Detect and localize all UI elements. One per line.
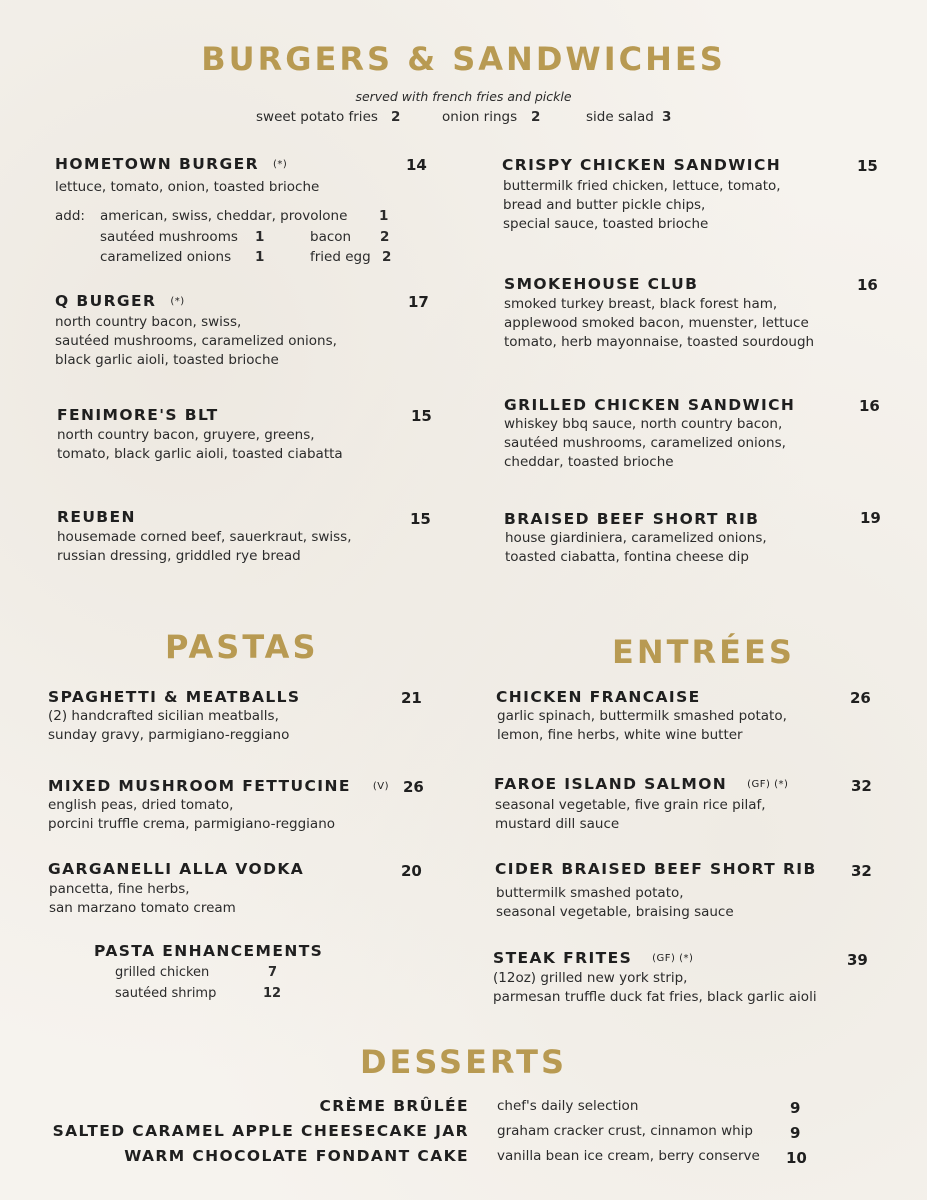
menu-item-desc: (12oz) grilled new york strip, parmesan truffle duck fat fries, black garlic aioli (493, 970, 817, 1005)
menu-item-price: 15 (411, 407, 432, 425)
menu-item-name: SPAGHETTI & MEATBALLS (48, 688, 301, 706)
addon-price: 1 (255, 229, 265, 245)
dessert-name: CRÈME BRÛLÉE (319, 1097, 469, 1115)
dessert-name: WARM CHOCOLATE FONDANT CAKE (124, 1147, 469, 1165)
side-name: sweet potato fries (256, 109, 378, 125)
menu-item-name: Q BURGER (*) (55, 292, 185, 310)
menu-item-name: FAROE ISLAND SALMON (GF) (*) (494, 775, 789, 793)
menu-item-desc: north country bacon, gruyere, greens, tomato, black garlic aioli, toasted ciabatta (57, 427, 343, 462)
menu-item-desc: pancetta, fine herbs, san marzano tomato cream (49, 881, 236, 916)
menu-item-desc: lettuce, tomato, onion, toasted brioche (55, 179, 320, 195)
diet-tag: (*) (272, 159, 288, 170)
menu-item-desc: garlic spinach, buttermilk smashed potato, lemon, fine herbs, white wine butter (497, 708, 787, 743)
menu-item-price: 16 (857, 276, 878, 294)
diet-tag: (GF) (*) (747, 779, 789, 790)
diet-tag: (V) (372, 781, 389, 792)
addon-name: bacon (310, 229, 352, 245)
menu-item-price: 39 (847, 951, 868, 969)
addons-label: add: (55, 208, 85, 224)
diet-tag: (GF) (*) (652, 953, 694, 964)
menu-item-name: SMOKEHOUSE CLUB (504, 275, 699, 293)
menu-item-name: HOMETOWN BURGER (*) (55, 155, 288, 173)
pastas-section-title: PASTAS (165, 628, 319, 666)
side-name: side salad (586, 109, 654, 125)
menu-item-name: CHICKEN FRANCAISE (496, 688, 701, 706)
menu-item-desc: housemade corned beef, sauerkraut, swiss, russian dressing, griddled rye bread (57, 529, 352, 564)
dessert-price: 9 (790, 1099, 801, 1117)
menu-item-price: 26 (403, 778, 424, 796)
dessert-price: 10 (786, 1149, 807, 1167)
menu-item-price: 20 (401, 862, 422, 880)
menu-item-name: CRISPY CHICKEN SANDWICH (502, 156, 782, 174)
menu-item-price: 14 (406, 156, 427, 174)
addon-name: caramelized onions (100, 249, 232, 265)
menu-item-name: MIXED MUSHROOM FETTUCINE (V) (48, 777, 389, 795)
dessert-desc: vanilla bean ice cream, berry conserve (497, 1148, 760, 1164)
dessert-desc: graham cracker crust, cinnamon whip (497, 1123, 753, 1139)
menu-item-name: STEAK FRITES (GF) (*) (493, 949, 694, 967)
desserts-section-title: DESSERTS (359, 1043, 567, 1081)
dessert-desc: chef's daily selection (497, 1098, 639, 1114)
addon-name: american, swiss, cheddar, provolone (100, 208, 348, 224)
menu-item-desc: buttermilk fried chicken, lettuce, tomato, bread and butter pickle chips, special sauce, toasted brioche (503, 178, 781, 232)
menu-item-name: GRILLED CHICKEN SANDWICH (504, 396, 796, 414)
dessert-price: 9 (790, 1124, 801, 1142)
enhancement-price: 12 (263, 986, 282, 1001)
entrees-section-title: ENTRÉES (612, 633, 795, 671)
menu-item-price: 32 (851, 862, 872, 880)
addon-price: 2 (382, 249, 392, 265)
addon-name: fried egg (310, 249, 371, 265)
menu-item-desc: smoked turkey breast, black forest ham, applewood smoked bacon, muenster, lettuce tomato, herb mayonnaise, toasted sourdough (504, 296, 815, 350)
pasta-enhancements-title: PASTA ENHANCEMENTS (94, 942, 324, 960)
menu-item-name: CIDER BRAISED BEEF SHORT RIB (495, 860, 817, 878)
menu-item-desc: house giardiniera, caramelized onions, toasted ciabatta, fontina cheese dip (505, 530, 767, 565)
menu-item-desc: (2) handcrafted sicilian meatballs, sunday gravy, parmigiano-reggiano (48, 708, 290, 743)
side-price: 2 (531, 109, 541, 125)
menu-item-name: GARGANELLI ALLA VODKA (48, 860, 305, 878)
burgers-subtitle: served with french fries and pickle (355, 89, 572, 104)
menu-item-desc: buttermilk smashed potato, seasonal vegetable, braising sauce (496, 885, 734, 920)
menu-item-price: 19 (860, 509, 881, 527)
addon-name: sautéed mushrooms (100, 229, 238, 245)
menu-item-desc: whiskey bbq sauce, north country bacon, sautéed mushrooms, caramelized onions, cheddar, toasted brioche (504, 416, 786, 470)
menu-item-price: 32 (851, 777, 872, 795)
enhancement-name: grilled chicken (115, 965, 210, 980)
menu-item-name: BRAISED BEEF SHORT RIB (504, 510, 760, 528)
addon-price: 2 (380, 229, 390, 245)
menu-item-price: 16 (859, 397, 880, 415)
menu-item-price: 15 (410, 510, 431, 528)
menu-item-price: 15 (857, 157, 878, 175)
enhancement-name: sautéed shrimp (115, 986, 217, 1001)
diet-tag: (*) (170, 296, 185, 307)
menu-item-desc: english peas, dried tomato, porcini truffle crema, parmigiano-reggiano (48, 797, 336, 832)
enhancement-price: 7 (268, 965, 278, 980)
burgers-section-title: BURGERS & SANDWICHES (201, 40, 726, 78)
menu-item-desc: seasonal vegetable, five grain rice pilaf, mustard dill sauce (495, 797, 766, 832)
menu-item-price: 21 (401, 689, 422, 707)
dessert-name: SALTED CARAMEL APPLE CHEESECAKE JAR (52, 1122, 469, 1140)
addon-price: 1 (255, 249, 265, 265)
menu-item-name: FENIMORE'S BLT (57, 406, 219, 424)
side-name: onion rings (442, 109, 518, 125)
menu-item-name: REUBEN (57, 508, 136, 526)
menu-item-price: 17 (408, 293, 429, 311)
side-price: 2 (391, 109, 401, 125)
menu-item-price: 26 (850, 689, 871, 707)
addon-price: 1 (379, 208, 389, 224)
side-price: 3 (662, 109, 672, 125)
menu-item-desc: north country bacon, swiss, sautéed mushrooms, caramelized onions, black garlic aioli, toasted brioche (55, 314, 337, 368)
